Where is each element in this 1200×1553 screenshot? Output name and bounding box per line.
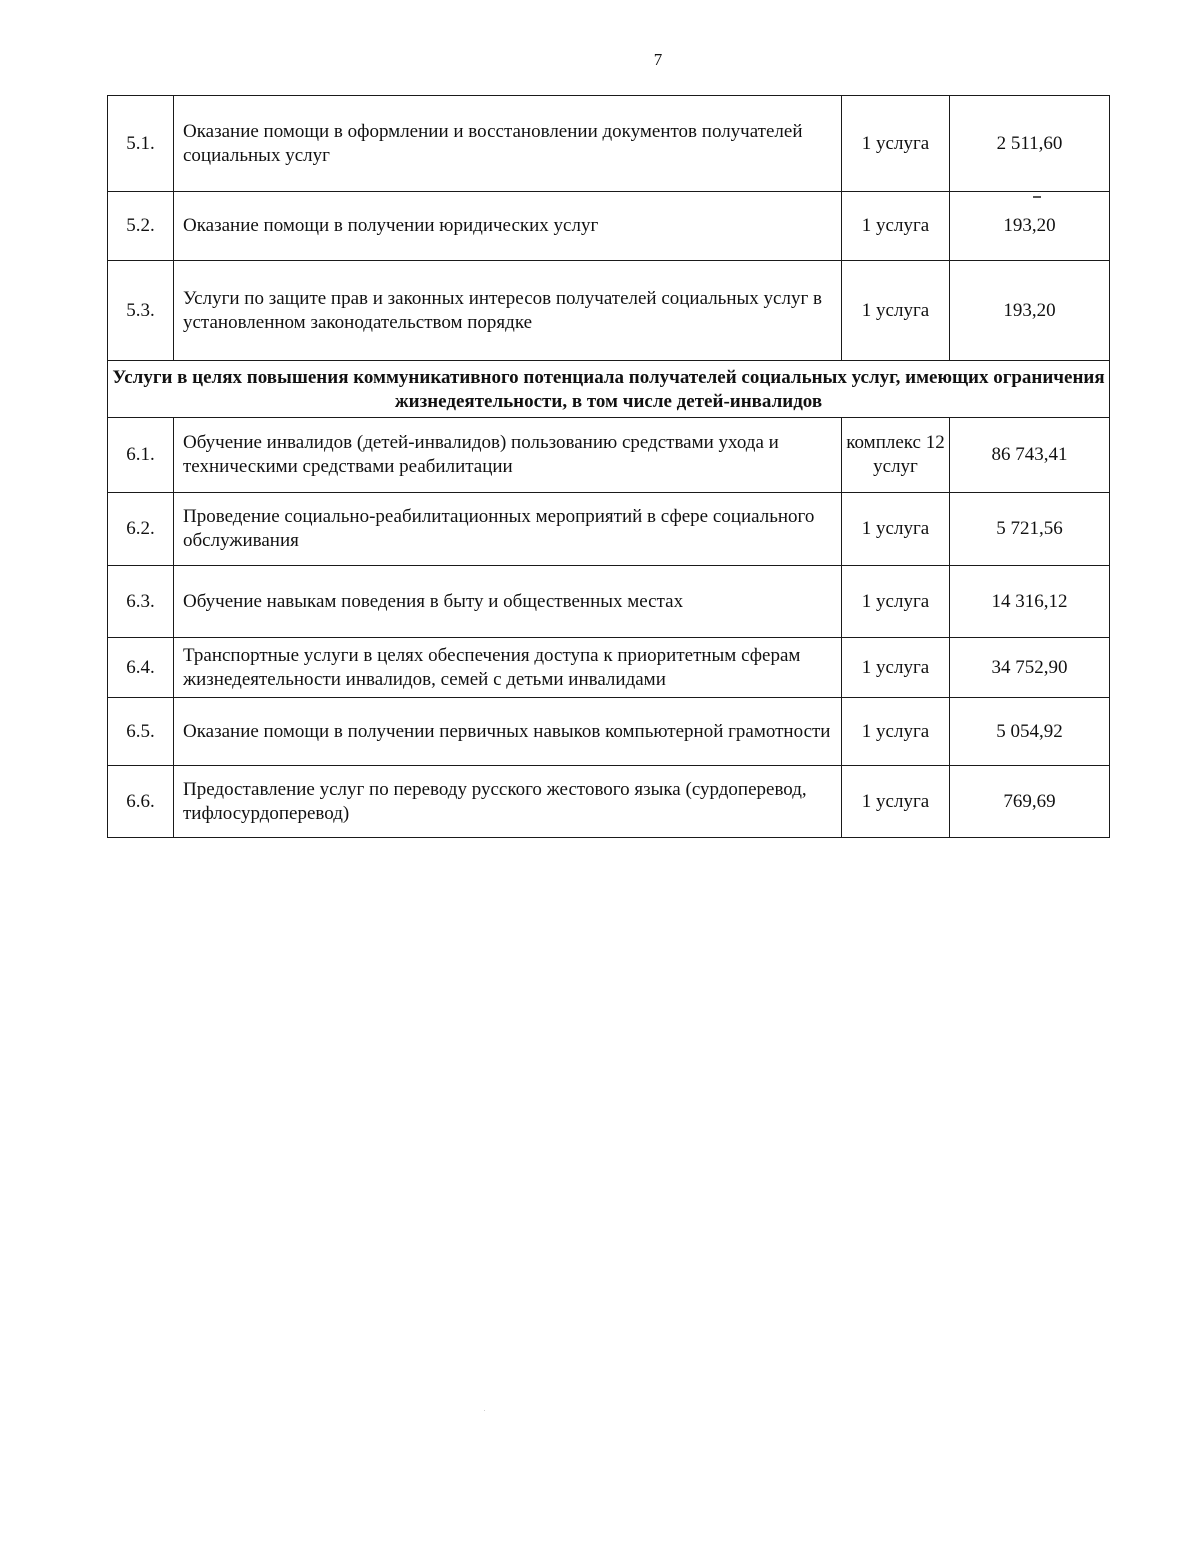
service-price: 2 511,60 — [950, 96, 1110, 192]
service-name: Услуги по защите прав и законных интересов получателей социальных услуг в установленном законодательством порядке — [174, 261, 842, 361]
table-row — [108, 493, 1110, 566]
service-unit: 1 услуга — [842, 261, 950, 361]
row-number: 6.3. — [108, 566, 174, 638]
service-price: 86 743,41 — [950, 418, 1110, 493]
service-unit: 1 услуга — [842, 566, 950, 638]
table-row — [108, 261, 1110, 361]
row-number: 6.4. — [108, 638, 174, 698]
service-name: Оказание помощи в получении юридических услуг — [174, 192, 842, 261]
service-price: 193,20 — [950, 261, 1110, 361]
service-unit: 1 услуга — [842, 766, 950, 838]
service-name: Предоставление услуг по переводу русского жестового языка (сурдоперевод, тифлосурдоперевод) — [174, 766, 842, 838]
table-row — [108, 698, 1110, 766]
service-name: Оказание помощи в получении первичных навыков компьютерной грамотности — [174, 698, 842, 766]
service-price: 5 054,92 — [950, 698, 1110, 766]
table-row — [108, 96, 1110, 192]
service-name: Обучение инвалидов (детей-инвалидов) пользованию средствами ухода и техническими средствами реабилитации — [174, 418, 842, 493]
row-number: 5.3. — [108, 261, 174, 361]
service-name: Оказание помощи в оформлении и восстановлении документов получателей социальных услуг — [174, 96, 842, 192]
table-row — [108, 566, 1110, 638]
row-number: 6.2. — [108, 493, 174, 566]
service-name: Обучение навыкам поведения в быту и общественных местах — [174, 566, 842, 638]
table-row — [108, 418, 1110, 493]
row-number: 5.1. — [108, 96, 174, 192]
service-unit: 1 услуга — [842, 638, 950, 698]
service-price: 193,20 — [950, 192, 1110, 261]
service-unit: 1 услуга — [842, 192, 950, 261]
row-number: 6.1. — [108, 418, 174, 493]
section-header-row — [108, 361, 1110, 418]
section-title: Услуги в целях повышения коммуникативного потенциала получателей социальных услуг, имеющих ограничения жизнедеятельности, в том числе детей-инвалидов — [108, 361, 1110, 418]
table-row — [108, 766, 1110, 838]
scan-artifact — [484, 1410, 485, 1411]
service-unit: 1 услуга — [842, 493, 950, 566]
page-number: 7 — [653, 50, 663, 69]
service-unit: 1 услуга — [842, 96, 950, 192]
service-unit: комплекс 12 услуг — [842, 418, 950, 493]
row-number: 6.5. — [108, 698, 174, 766]
service-price: 34 752,90 — [950, 638, 1110, 698]
row-number: 6.6. — [108, 766, 174, 838]
table-row — [108, 192, 1110, 261]
service-price: 14 316,12 — [950, 566, 1110, 638]
service-name: Проведение социально-реабилитационных мероприятий в сфере социального обслуживания — [174, 493, 842, 566]
scan-artifact — [1033, 196, 1041, 198]
table-row — [108, 638, 1110, 698]
row-number: 5.2. — [108, 192, 174, 261]
service-name: Транспортные услуги в целях обеспечения доступа к приоритетным сферам жизнедеятельности инвалидов, семей с детьми инвалидами — [174, 638, 842, 698]
services-table — [107, 95, 1110, 838]
service-price: 769,69 — [950, 766, 1110, 838]
service-unit: 1 услуга — [842, 698, 950, 766]
service-price: 5 721,56 — [950, 493, 1110, 566]
